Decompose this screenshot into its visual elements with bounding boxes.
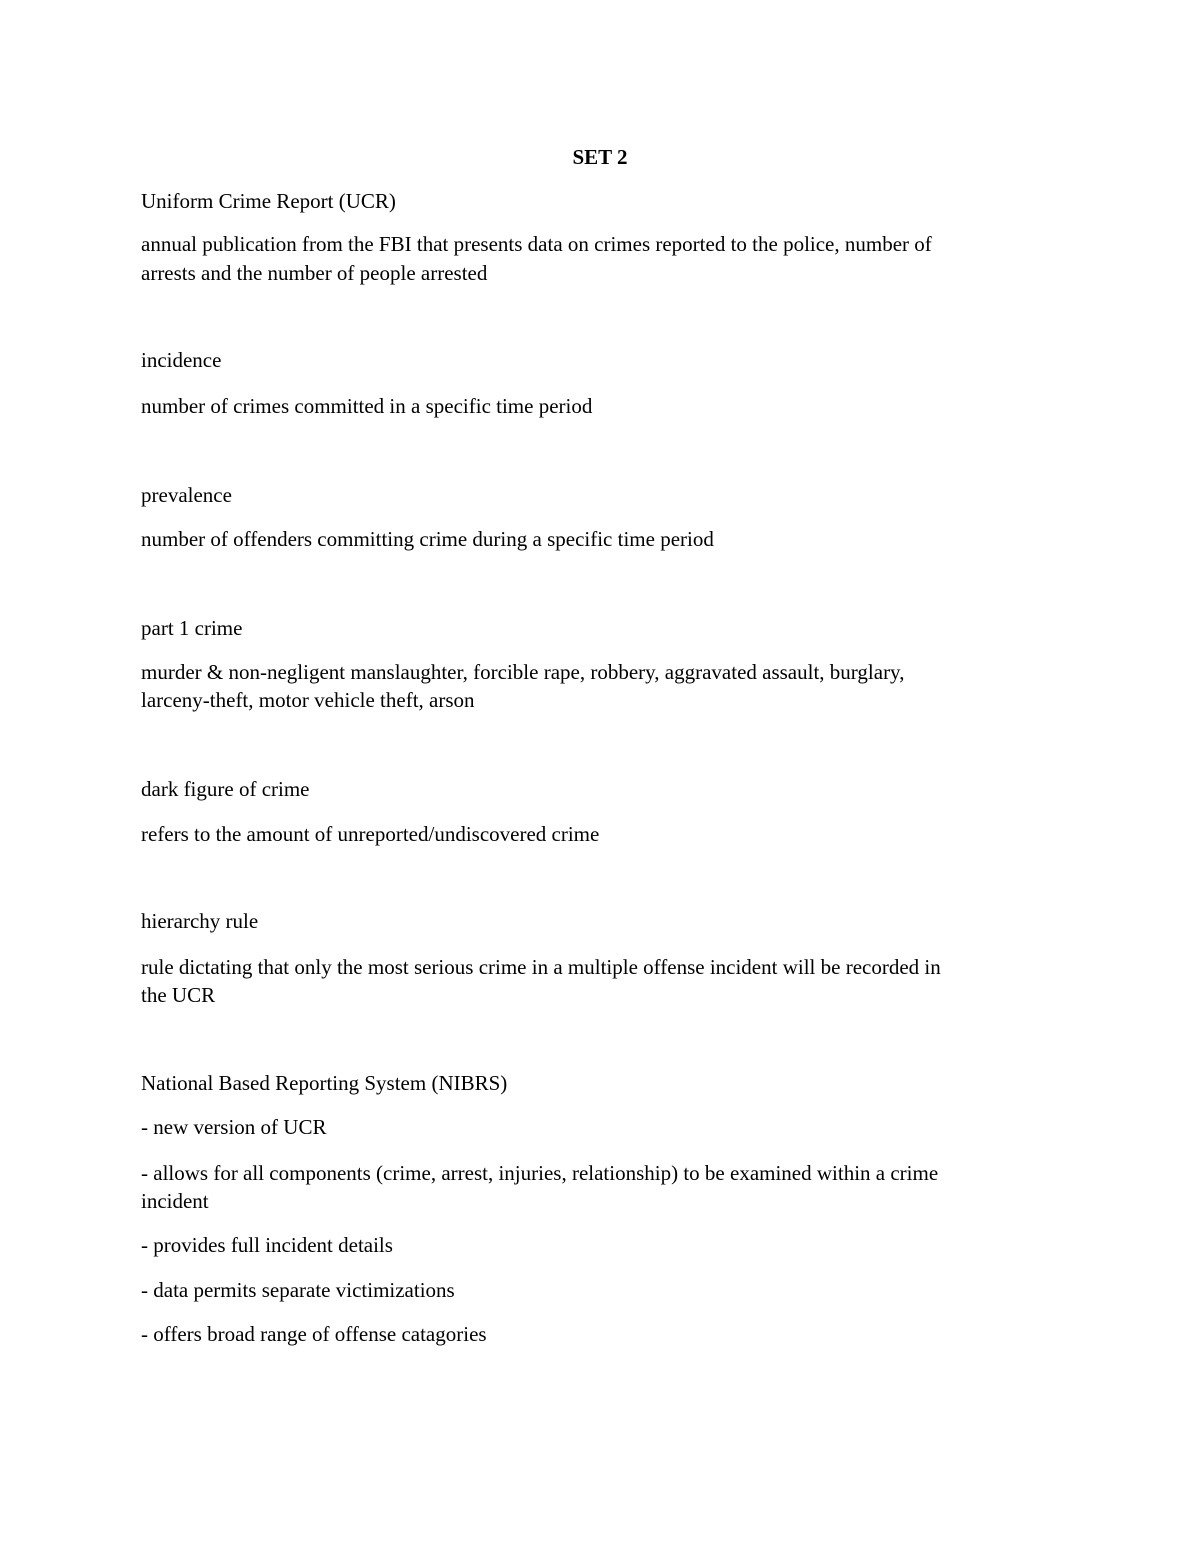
document-title: SET 2 [572, 145, 628, 169]
definition-dark-figure: refers to the amount of unreported/undiscovered crime [141, 822, 600, 846]
nibrs-bullet-2-line-1: - allows for all components (crime, arrest, injuries, relationship) to be examined within a crime [141, 1161, 939, 1185]
definition-part-1-crime-line-1: murder & non-negligent manslaughter, forcible rape, robbery, aggravated assault, burglary, [141, 660, 905, 684]
nibrs-bullet-4: - data permits separate victimizations [141, 1278, 455, 1302]
term-part-1-crime: part 1 crime [141, 616, 243, 640]
definition-ucr-line-2: arrests and the number of people arrested [141, 261, 488, 285]
term-nibrs: National Based Reporting System (NIBRS) [141, 1071, 508, 1095]
nibrs-bullet-1: - new version of UCR [141, 1115, 327, 1139]
definition-part-1-crime-line-2: larceny-theft, motor vehicle theft, arson [141, 688, 475, 712]
definition-prevalence: number of offenders committing crime during a specific time period [141, 527, 714, 551]
definition-incidence: number of crimes committed in a specific time period [141, 394, 593, 418]
definition-ucr-line-1: annual publication from the FBI that presents data on crimes reported to the police, number of [141, 232, 932, 256]
definition-hierarchy-rule-line-2: the UCR [141, 983, 216, 1007]
nibrs-bullet-3: - provides full incident details [141, 1233, 393, 1257]
term-hierarchy-rule: hierarchy rule [141, 909, 259, 933]
term-dark-figure: dark figure of crime [141, 777, 310, 801]
nibrs-bullet-2-line-2: incident [141, 1189, 209, 1213]
nibrs-bullet-5: - offers broad range of offense catagories [141, 1322, 487, 1346]
definition-hierarchy-rule-line-1: rule dictating that only the most serious crime in a multiple offense incident will be recorded in [141, 955, 941, 979]
term-prevalence: prevalence [141, 483, 232, 507]
term-incidence: incidence [141, 348, 222, 372]
term-ucr: Uniform Crime Report (UCR) [141, 189, 396, 213]
